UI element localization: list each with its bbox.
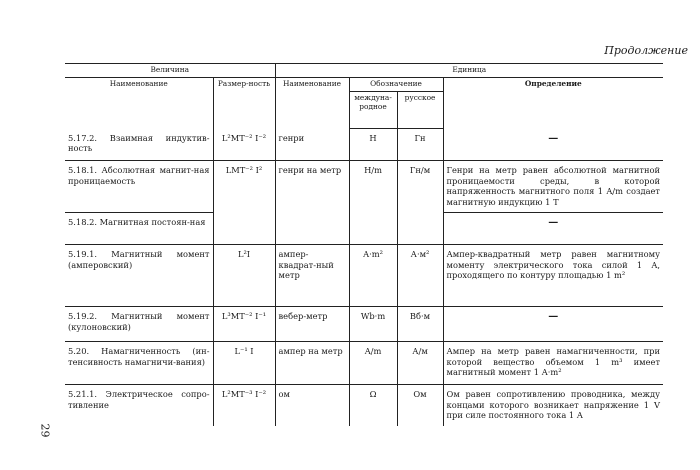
definition: — <box>548 132 559 144</box>
definition: Ампер-квадратный метр равен магнитному моменту электрического тока силой 1 A, проходящего по контуру площадью 1 m² <box>443 245 663 307</box>
dimension: L²MT⁻³ I⁻² <box>213 385 275 427</box>
table-row <box>65 129 663 161</box>
header-row-2 <box>65 78 663 92</box>
russian-symbol: Гн <box>397 129 443 161</box>
header-definition: Определение <box>524 79 582 88</box>
russian-symbol <box>397 213 443 245</box>
international-symbol: H/m <box>349 161 397 213</box>
header-row-1 <box>65 64 663 78</box>
item-name: Взаимная индуктив-ность <box>68 132 210 154</box>
dimension <box>213 213 275 245</box>
definition: — <box>443 307 663 342</box>
units-table <box>65 63 663 426</box>
definition: Ампер на метр равен намагниченности, при которой вещество объемом 1 m³ имеет магнитный момент 1 A·m² <box>443 342 663 385</box>
header-unit: Единица <box>275 64 663 78</box>
international-symbol <box>349 213 397 245</box>
unit-name: генри <box>275 129 349 161</box>
international-symbol: H <box>349 129 397 161</box>
table-row <box>65 385 663 427</box>
unit-name: генри на метр <box>275 161 349 213</box>
table-row <box>65 342 663 385</box>
dimension: L²MT⁻² I⁻² <box>213 129 275 161</box>
table-row <box>65 307 663 342</box>
item-name: Магнитный момент (кулоновский) <box>68 311 210 332</box>
russian-symbol: А·м² <box>397 245 443 307</box>
item-number: 5.21.1. <box>68 389 98 399</box>
unit-name: вебер-метр <box>275 307 349 342</box>
table-row <box>65 245 663 307</box>
definition: — <box>443 213 663 245</box>
item-name: Магнитная постоян-ная <box>99 217 206 227</box>
header-name: Наименование <box>65 78 213 129</box>
russian-symbol: А/м <box>397 342 443 385</box>
definition: Ом равен сопротивлению проводника, между концами которого возникает напряжение 1 V при силе постоянного тока 1 A <box>443 385 663 427</box>
dimension: L³MT⁻² I⁻¹ <box>213 307 275 342</box>
header-international: междуна-родное <box>349 92 397 129</box>
unit-name: ампер-квадрат-ный метр <box>275 245 349 307</box>
russian-symbol: Вб·м <box>397 307 443 342</box>
definition: Генри на метр равен абсолютной магнитной проницаемости среды, в которой напряженность магнитного поля 1 A/m создает магнитную индукцию 1 T <box>443 161 663 213</box>
quantity-name <box>65 342 213 385</box>
unit-name <box>275 213 349 245</box>
header-quantity: Величина <box>65 64 275 78</box>
dimension: L⁻¹ I <box>213 342 275 385</box>
international-symbol: Wb·m <box>349 307 397 342</box>
international-symbol: Ω <box>349 385 397 427</box>
quantity-name <box>65 245 213 307</box>
item-number: 5.18.2. <box>68 217 98 227</box>
quantity-name <box>65 307 213 342</box>
item-number: 5.19.1. <box>68 249 98 259</box>
item-name: Электрическое сопро-тивление <box>68 389 210 410</box>
quantity-name <box>65 213 213 245</box>
quantity-name <box>65 129 213 161</box>
dimension: LMT⁻² I² <box>213 161 275 213</box>
page-number: 29 <box>38 423 52 438</box>
table-row <box>65 213 663 245</box>
item-number: 5.18.1. <box>68 165 98 175</box>
dimension: L²I <box>213 245 275 307</box>
item-name: Намагниченность (ин-тенсивность намагничи-вания) <box>68 346 210 367</box>
header-designation: Обозначение <box>349 78 443 92</box>
unit-name: ом <box>275 385 349 427</box>
item-name: Магнитный момент (амперовский) <box>68 249 210 270</box>
item-number: 5.19.2. <box>68 311 98 321</box>
quantity-name <box>65 385 213 427</box>
item-name: Абсолютная магнит-ная проницаемость <box>68 165 210 186</box>
table-row <box>65 161 663 213</box>
header-russian: русское <box>397 92 443 129</box>
quantity-name <box>65 161 213 213</box>
international-symbol: A/m <box>349 342 397 385</box>
item-number: 5.20. <box>68 346 90 356</box>
item-number: 5.17.2. <box>68 132 98 143</box>
russian-symbol: Гн/м <box>397 161 443 213</box>
continuation-label: Продолжение <box>604 44 688 57</box>
international-symbol: A·m² <box>349 245 397 307</box>
header-unit-name: Наименование <box>275 78 349 129</box>
header-dimension: Размер-ность <box>213 78 275 129</box>
unit-name: ампер на метр <box>275 342 349 385</box>
russian-symbol: Ом <box>397 385 443 427</box>
